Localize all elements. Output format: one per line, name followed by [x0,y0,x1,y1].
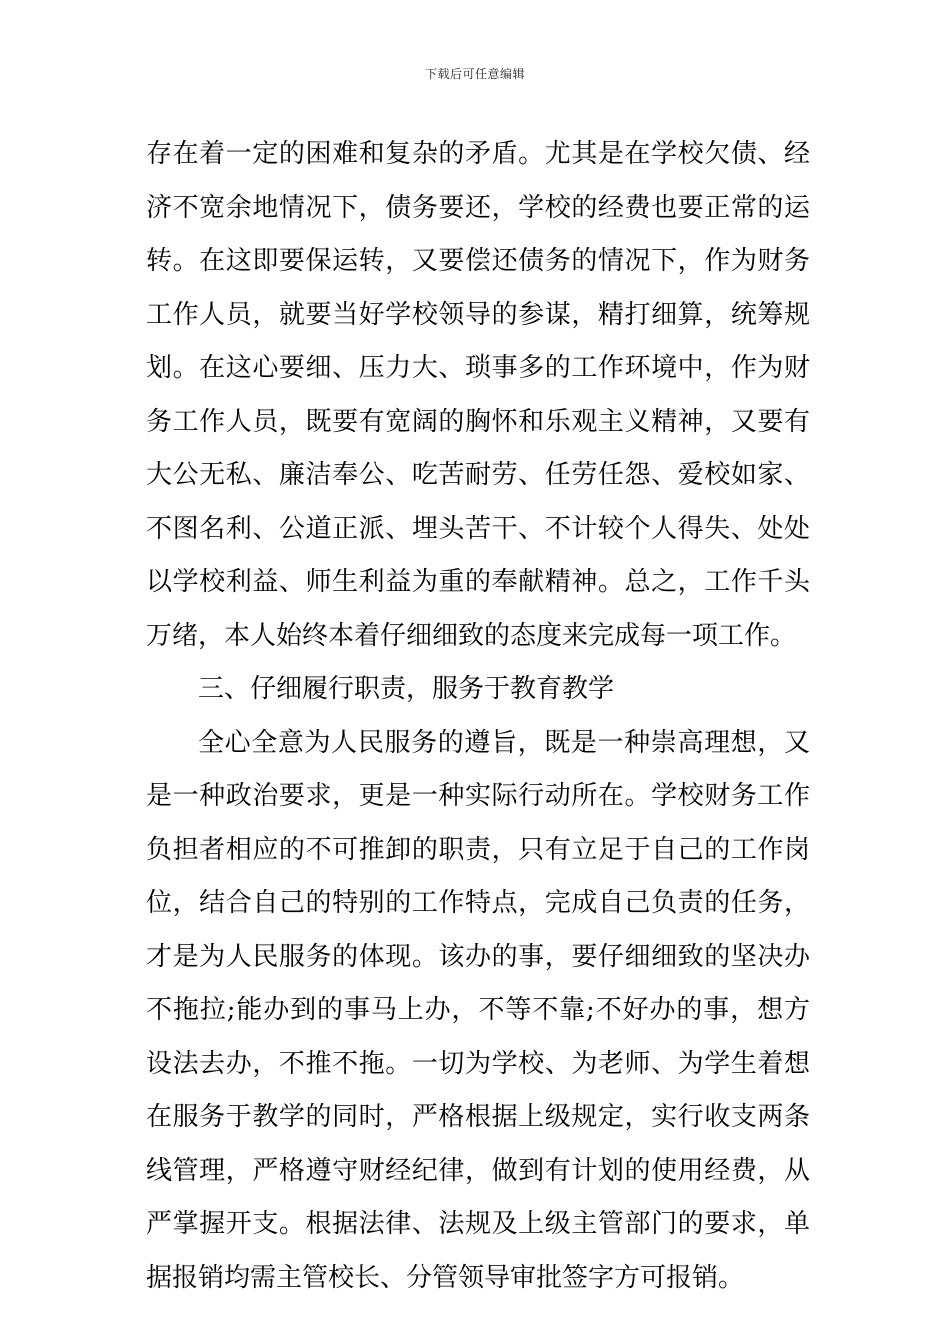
text-line: 务工作人员，既要有宽阔的胸怀和乐观主义精神，又要有 [146,406,810,437]
page-header: 下载后可任意编辑 [424,67,525,81]
text-line: 设法去办，不推不拖。一切为学校、为老师、为学生着想 [146,1048,810,1079]
text-line: 才是为人民服务的体现。该办的事，要仔细细致的坚决办 [146,941,810,972]
text-line: 存在着一定的困难和复杂的矛盾。尤其是在学校欠债、经 [146,139,810,169]
text-line: 位，结合自己的特别的工作特点，完成自己负责的任务， [146,888,810,918]
text-line: 转。在这即要保运转，又要偿还债务的情况下，作为财务 [146,246,810,276]
document-body [146,128,810,1305]
text-line: 工作人员，就要当好学校领导的参谋，精打细算，统筹规 [146,299,810,330]
text-line: 线管理，严格遵守财经纪律，做到有计划的使用经费，从 [146,1155,810,1186]
text-line: 全心全意为人民服务的遵旨，既是一种崇高理想，又 [198,727,810,758]
text-line: 据报销均需主管校长、分管领导审批签字方可报销。 [146,1262,745,1293]
section-heading: 三、仔细履行职责，服务于教育教学 [198,674,615,704]
text-line: 大公无私、廉洁奉公、吃苦耐劳、任劳任怨、爱校如家、 [146,460,810,490]
text-line: 划。在这心要细、压力大、琐事多的工作环境中，作为财 [146,353,810,383]
text-line: 不拖拉;能办到的事马上办，不等不靠;不好办的事，想方 [146,995,810,1025]
text-line: 是一种政治要求，更是一种实际行动所在。学校财务工作 [146,781,810,811]
text-line: 不图名利、公道正派、埋头苦干、不计较个人得失、处处 [146,513,810,544]
text-line: 以学校利益、师生利益为重的奉献精神。总之，工作千头 [146,567,810,597]
text-line: 万绪，本人始终本着仔细细致的态度来完成每一项工作。 [146,620,797,651]
text-line: 在服务于教学的同时，严格根据上级规定，实行收支两条 [146,1102,810,1132]
text-line: 负担者相应的不可推卸的职责，只有立足于自己的工作岗 [146,834,810,865]
text-line: 严掌握开支。根据法律、法规及上级主管部门的要求，单 [146,1209,810,1239]
text-line: 济不宽余地情况下，债务要还，学校的经费也要正常的运 [146,192,810,223]
